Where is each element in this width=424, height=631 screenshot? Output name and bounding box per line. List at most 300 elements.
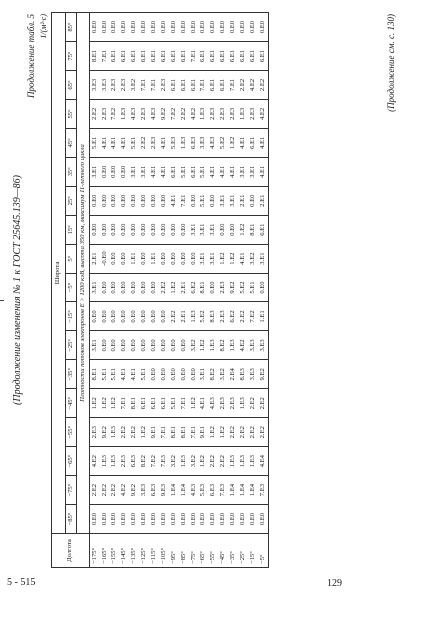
- flux-value-cell: 2.E2: [209, 447, 219, 476]
- flux-value-cell: 0.E0: [228, 505, 238, 534]
- flux-value-cell: 0.E0: [100, 186, 110, 215]
- flux-value-cell: 0.E0: [90, 186, 100, 215]
- flux-value-cell: 2.E1: [90, 244, 100, 273]
- flux-value-cell: 0.E0: [90, 505, 100, 534]
- flux-value-cell: 4.E3: [209, 128, 219, 157]
- flux-value-cell: 0.E0: [169, 505, 179, 534]
- flux-value-cell: 6.E1: [189, 157, 199, 186]
- table-row: [219, 13, 229, 568]
- table-row: [130, 13, 140, 568]
- latitude-col-header: 5°: [66, 244, 77, 273]
- flux-value-cell: 6.E1: [139, 42, 149, 71]
- flux-value-cell: 0.E0: [110, 13, 120, 42]
- flux-value-cell: 0.E0: [209, 186, 219, 215]
- flux-value-cell: 3.E2: [169, 447, 179, 476]
- flux-value-cell: 2.E2: [258, 389, 268, 418]
- flux-value-cell: 1.E3: [189, 302, 199, 331]
- longitude-cell: −165°: [100, 534, 110, 568]
- flux-value-cell: 0.E0: [189, 13, 199, 42]
- flux-value-cell: 8.E1: [90, 42, 100, 71]
- flux-value-cell: 1.E2: [219, 418, 229, 447]
- longitude-cell: −75°: [189, 534, 199, 568]
- flux-value-cell: 2.E3: [219, 273, 229, 302]
- flux-value-cell: 3.E1: [130, 157, 140, 186]
- flux-value-cell: 8.E1: [179, 418, 189, 447]
- flux-value-cell: 1.E3: [228, 331, 238, 360]
- table-row: [139, 13, 149, 568]
- flux-value-cell: 0.E0: [139, 215, 149, 244]
- flux-value-cell: 3.E1: [139, 157, 149, 186]
- flux-value-cell: 0.E0: [209, 505, 219, 534]
- flux-value-cell: 2.E2: [139, 128, 149, 157]
- flux-value-cell: 2.E3: [159, 71, 169, 100]
- flux-value-cell: 6.E3: [149, 476, 159, 505]
- flux-value-cell: 0.E0: [149, 13, 159, 42]
- flux-value-cell: 7.E2: [169, 99, 179, 128]
- flux-value-cell: 1.E4: [169, 476, 179, 505]
- flux-value-cell: 9.E2: [159, 99, 169, 128]
- flux-value-cell: 2.E3: [90, 418, 100, 447]
- flux-value-cell: 8.E1: [130, 389, 140, 418]
- flux-value-cell: 4.E1: [159, 157, 169, 186]
- edge-mark: [0, 300, 4, 301]
- latitude-col-header: 45°: [66, 128, 77, 157]
- flux-value-cell: 4.E4: [258, 447, 268, 476]
- flux-value-cell: 6.E1: [248, 42, 258, 71]
- flux-value-cell: 3.E3: [100, 71, 110, 100]
- flux-density-table: [51, 12, 269, 568]
- flux-value-cell: 4.E1: [100, 128, 110, 157]
- flux-value-cell: 1.E4: [179, 476, 189, 505]
- flux-value-cell: 0.E0: [100, 13, 110, 42]
- units-label: 1/(м²·с): [39, 14, 48, 39]
- flux-value-cell: 1.E2: [90, 389, 100, 418]
- table-row: [189, 13, 199, 568]
- flux-value-cell: 9.E3: [159, 476, 169, 505]
- flux-value-cell: 0.E0: [110, 505, 120, 534]
- flux-value-cell: 0.E0: [219, 13, 229, 42]
- longitude-cell: −85°: [179, 534, 189, 568]
- flux-value-cell: 2.E2: [238, 302, 248, 331]
- flux-value-cell: 4.E3: [130, 99, 140, 128]
- flux-value-cell: 0.E0: [130, 302, 140, 331]
- flux-value-cell: 0.E0: [189, 244, 199, 273]
- flux-value-cell: 6.E1: [130, 42, 140, 71]
- flux-value-cell: 2.E3: [228, 389, 238, 418]
- flux-value-cell: 2.E2: [238, 71, 248, 100]
- flux-value-cell: 4.E1: [130, 360, 140, 389]
- flux-value-cell: 0.E0: [120, 157, 130, 186]
- flux-value-cell: 2.E1: [179, 273, 189, 302]
- flux-value-cell: 1.E2: [110, 389, 120, 418]
- flux-value-cell: 6.E1: [258, 215, 268, 244]
- latitude-col-header: 85°: [66, 13, 77, 42]
- flux-value-cell: 7.E2: [110, 99, 120, 128]
- flux-value-cell: 1.E4: [238, 476, 248, 505]
- flux-value-cell: 0.E0: [159, 13, 169, 42]
- flux-value-cell: 2.E2: [258, 71, 268, 100]
- flux-value-cell: 2.E3: [120, 447, 130, 476]
- flux-value-cell: 0.E0: [169, 360, 179, 389]
- flux-value-cell: 0.E0: [258, 273, 268, 302]
- flux-value-cell: 1.E2: [199, 447, 209, 476]
- latitude-header: Широта: [52, 13, 66, 534]
- flux-value-cell: 8.E2: [219, 331, 229, 360]
- table-row: [199, 13, 209, 568]
- flux-value-cell: 4.E2: [248, 71, 258, 100]
- flux-value-cell: 9.E2: [258, 360, 268, 389]
- latitude-col-header: 65°: [66, 71, 77, 100]
- flux-value-cell: 5.E1: [179, 157, 189, 186]
- flux-value-cell: 1.E2: [228, 128, 238, 157]
- flux-value-cell: 7.E1: [149, 71, 159, 100]
- flux-value-cell: 1.E3: [179, 447, 189, 476]
- flux-value-cell: 0.E0: [100, 157, 110, 186]
- flux-value-cell: 3.E1: [219, 186, 229, 215]
- signature-mark: 5 - 515: [7, 577, 36, 588]
- flux-value-cell: 1.E2: [139, 418, 149, 447]
- flux-value-cell: 3.E3: [90, 71, 100, 100]
- flux-value-cell: 2.E2: [179, 99, 189, 128]
- flux-value-cell: 0.E0: [189, 360, 199, 389]
- flux-value-cell: 4.E2: [120, 476, 130, 505]
- flux-value-cell: 0.E0: [149, 186, 159, 215]
- latitude-col-header: 75°: [66, 42, 77, 71]
- flux-value-cell: 2.E3: [209, 99, 219, 128]
- longitude-cell: −25°: [238, 534, 248, 568]
- flux-value-cell: 3.E1: [248, 157, 258, 186]
- flux-value-cell: 0.E0: [120, 505, 130, 534]
- flux-value-cell: 2.E2: [90, 99, 100, 128]
- flux-value-cell: 8.E3: [209, 302, 219, 331]
- latitude-col-header: 35°: [66, 157, 77, 186]
- flux-value-cell: 0.E0: [159, 331, 169, 360]
- flux-value-cell: 4.E2: [189, 99, 199, 128]
- flux-value-cell: 4.E1: [209, 157, 219, 186]
- flux-value-cell: 5.E3: [199, 476, 209, 505]
- longitude-cell: −15°: [248, 534, 258, 568]
- flux-value-cell: 4.E1: [219, 157, 229, 186]
- flux-value-cell: 9.E2: [100, 418, 110, 447]
- flux-value-cell: 5.E1: [169, 389, 179, 418]
- flux-value-cell: 2.E2: [120, 418, 130, 447]
- flux-value-cell: 3.E2: [248, 244, 258, 273]
- flux-value-cell: 4.E1: [199, 389, 209, 418]
- flux-value-cell: 4.E1: [228, 157, 238, 186]
- flux-value-cell: 0.E0: [139, 302, 149, 331]
- latitude-col-header: −25°: [66, 331, 77, 360]
- flux-value-cell: 6.E1: [209, 71, 219, 100]
- flux-value-cell: 0.E0: [130, 273, 140, 302]
- flux-value-cell: 7.E1: [199, 71, 209, 100]
- flux-value-cell: 7.E1: [120, 389, 130, 418]
- flux-value-cell: 7.E3: [219, 476, 229, 505]
- table-body: [90, 13, 269, 568]
- flux-value-cell: 6.E1: [219, 71, 229, 100]
- flux-value-cell: 3.E3: [248, 331, 258, 360]
- flux-value-cell: 0.E0: [199, 505, 209, 534]
- flux-value-cell: 0.E0: [110, 215, 120, 244]
- flux-value-cell: 7.E1: [139, 71, 149, 100]
- latitude-col-header: −65°: [66, 447, 77, 476]
- table-row: [169, 13, 179, 568]
- flux-value-cell: 7.E1: [100, 42, 110, 71]
- flux-value-cell: 6.E1: [248, 128, 258, 157]
- latitude-col-header: −85°: [66, 505, 77, 534]
- flux-value-cell: 0.E0: [110, 331, 120, 360]
- flux-value-cell: 1.E1: [258, 302, 268, 331]
- flux-value-cell: 2.E2: [238, 418, 248, 447]
- flux-value-cell: 0.E0: [219, 215, 229, 244]
- flux-value-cell: 1.E3: [120, 99, 130, 128]
- flux-value-cell: 1.E3: [248, 447, 258, 476]
- flux-value-cell: 4.E3: [209, 389, 219, 418]
- flux-value-cell: 0.E0: [90, 302, 100, 331]
- table-row: [258, 13, 268, 568]
- flux-value-cell: 5.E1: [110, 360, 120, 389]
- flux-value-cell: 5.E1: [100, 360, 110, 389]
- flux-value-cell: 0.E0: [90, 215, 100, 244]
- flux-value-cell: 0.E0: [120, 186, 130, 215]
- flux-value-cell: 5.E1: [199, 157, 209, 186]
- longitude-cell: −135°: [130, 534, 140, 568]
- flux-value-cell: 8.E1: [199, 273, 209, 302]
- flux-value-cell: 0.E0: [110, 302, 120, 331]
- latitude-col-header: −15°: [66, 302, 77, 331]
- flux-value-cell: 3.E2: [219, 360, 229, 389]
- flux-value-cell: 4.E1: [120, 360, 130, 389]
- flux-value-cell: 6.E1: [238, 42, 248, 71]
- flux-value-cell: 9.E1: [149, 418, 159, 447]
- rotated-table-block: [12, 12, 406, 568]
- table-row: [100, 13, 110, 568]
- flux-value-cell: 0.E0: [159, 302, 169, 331]
- flux-value-cell: 0.E0: [100, 215, 110, 244]
- flux-value-cell: 0.E0: [149, 215, 159, 244]
- flux-value-cell: 0.E0: [149, 302, 159, 331]
- flux-value-cell: 6.E1: [149, 42, 159, 71]
- flux-value-cell: 0.E0: [110, 244, 120, 273]
- flux-value-cell: 1.E3: [179, 128, 189, 157]
- flux-value-cell: 6.E2: [189, 273, 199, 302]
- flux-value-cell: 7.E3: [258, 476, 268, 505]
- flux-value-cell: 0.E0: [149, 505, 159, 534]
- flux-value-cell: 3.E1: [258, 244, 268, 273]
- flux-value-cell: 3.E1: [90, 157, 100, 186]
- flux-value-cell: 6.E1: [149, 389, 159, 418]
- flux-value-cell: 0.E0: [159, 360, 169, 389]
- longitude-cell: −145°: [120, 534, 130, 568]
- flux-value-cell: 4.E1: [258, 128, 268, 157]
- table-row: [120, 13, 130, 568]
- flux-value-cell: 6.E1: [258, 42, 268, 71]
- table-row: [149, 13, 159, 568]
- flux-value-cell: 3.E3: [199, 128, 209, 157]
- flux-value-cell: 1.E2: [238, 215, 248, 244]
- flux-value-cell: 8.E2: [139, 447, 149, 476]
- longitude-cell: −5°: [258, 534, 268, 568]
- flux-value-cell: 2.E2: [169, 302, 179, 331]
- flux-value-cell: 5.E2: [219, 128, 229, 157]
- page-number: 129: [327, 578, 342, 589]
- flux-value-cell: 1.E2: [209, 418, 219, 447]
- flux-value-cell: 7.E1: [179, 389, 189, 418]
- flux-value-cell: 0.E0: [209, 273, 219, 302]
- flux-value-cell: 0.E0: [199, 13, 209, 42]
- flux-value-cell: 0.E0: [130, 331, 140, 360]
- flux-value-cell: 6.E1: [169, 71, 179, 100]
- flux-value-cell: 2.E2: [219, 447, 229, 476]
- flux-value-cell: 4.E1: [120, 128, 130, 157]
- flux-value-cell: 0.E0: [179, 215, 189, 244]
- flux-value-cell: 0.E0: [139, 244, 149, 273]
- flux-value-cell: 0.E0: [110, 186, 120, 215]
- flux-value-cell: 8.E1: [169, 418, 179, 447]
- table-row: [179, 13, 189, 568]
- flux-value-cell: 6.E1: [179, 42, 189, 71]
- flux-value-cell: 0.E0: [120, 302, 130, 331]
- flux-value-cell: 3.E1: [238, 157, 248, 186]
- flux-value-cell: 4.E1: [149, 157, 159, 186]
- flux-value-cell: 0.E0: [149, 273, 159, 302]
- latitude-col-header: −55°: [66, 418, 77, 447]
- flux-value-cell: 3.E1: [228, 186, 238, 215]
- flux-value-cell: 4.E2: [90, 447, 100, 476]
- flux-value-cell: 1.E3: [238, 99, 248, 128]
- flux-value-cell: 2.E3: [120, 71, 130, 100]
- flux-value-cell: 0.E0: [90, 13, 100, 42]
- flux-value-cell: 0.E0: [139, 186, 149, 215]
- flux-value-cell: 0.E0: [120, 13, 130, 42]
- flux-value-cell: -0.E0: [100, 244, 110, 273]
- flux-value-cell: 2.E3: [139, 99, 149, 128]
- flux-value-cell: 2.E3: [219, 302, 229, 331]
- flux-value-cell: 7.E1: [189, 418, 199, 447]
- flux-value-cell: 1.E2: [219, 244, 229, 273]
- flux-value-cell: 0.E0: [149, 360, 159, 389]
- flux-value-cell: 3.E1: [209, 244, 219, 273]
- longitude-cell: −155°: [110, 534, 120, 568]
- table-row: [90, 13, 100, 568]
- flux-value-cell: 1.E4: [248, 476, 258, 505]
- flux-value-cell: 5.E1: [139, 360, 149, 389]
- flux-value-cell: 1.E3: [228, 447, 238, 476]
- flux-value-cell: 3.E3: [258, 331, 268, 360]
- flux-value-cell: 0.E0: [189, 505, 199, 534]
- flux-value-cell: 6.E1: [159, 42, 169, 71]
- flux-value-cell: 0.E0: [238, 505, 248, 534]
- flux-value-cell: 6.E1: [209, 42, 219, 71]
- flux-value-cell: 1.E3: [100, 447, 110, 476]
- flux-value-cell: 3.E1: [90, 273, 100, 302]
- table-subtitle: Плотности потоков электронов E > 1200 кэВ, высота 350 км, максимум 11-летнего цикла: [77, 13, 90, 534]
- flux-value-cell: 3.E1: [90, 331, 100, 360]
- flux-value-cell: 4.E1: [110, 128, 120, 157]
- flux-value-cell: 4.E1: [258, 157, 268, 186]
- flux-value-cell: 0.E0: [228, 215, 238, 244]
- flux-value-cell: 7.E2: [149, 447, 159, 476]
- flux-value-cell: 0.E0: [258, 13, 268, 42]
- flux-value-cell: 7.E3: [159, 447, 169, 476]
- flux-value-cell: 0.E0: [130, 13, 140, 42]
- flux-value-cell: 4.E2: [258, 99, 268, 128]
- flux-value-cell: 0.E0: [209, 13, 219, 42]
- flux-value-cell: 0.E0: [110, 157, 120, 186]
- flux-value-cell: 8.E3: [238, 360, 248, 389]
- flux-value-cell: 2.E1: [238, 186, 248, 215]
- flux-value-cell: 2.E2: [159, 273, 169, 302]
- flux-value-cell: 6.E1: [110, 42, 120, 71]
- flux-value-cell: 2.E2: [228, 418, 238, 447]
- flux-value-cell: 3.E2: [189, 331, 199, 360]
- flux-value-cell: 4.E1: [238, 128, 248, 157]
- longitude-cell: −35°: [228, 534, 238, 568]
- flux-value-cell: 0.E0: [159, 505, 169, 534]
- flux-value-cell: 2.E1: [179, 302, 189, 331]
- flux-value-cell: 7.E1: [228, 71, 238, 100]
- flux-value-cell: 6.E1: [159, 389, 169, 418]
- flux-value-cell: 2.E2: [248, 389, 258, 418]
- flux-value-cell: 0.E0: [130, 215, 140, 244]
- flux-value-cell: 0.E0: [139, 505, 149, 534]
- longitude-cell: −55°: [209, 534, 219, 568]
- flux-value-cell: 1.E2: [169, 273, 179, 302]
- flux-value-cell: 0.E0: [169, 331, 179, 360]
- flux-value-cell: 2.E3: [149, 128, 159, 157]
- flux-value-cell: 4.E3: [189, 476, 199, 505]
- flux-value-cell: 5.E1: [130, 128, 140, 157]
- flux-value-cell: 0.E0: [139, 273, 149, 302]
- flux-value-cell: 2.E3: [100, 99, 110, 128]
- flux-value-cell: 9.E2: [130, 476, 140, 505]
- flux-value-cell: 0.E0: [120, 215, 130, 244]
- flux-value-cell: 0.E0: [179, 360, 189, 389]
- table-row: [238, 13, 248, 568]
- flux-value-cell: 0.E0: [169, 215, 179, 244]
- flux-value-cell: 8.E1: [90, 360, 100, 389]
- flux-value-cell: 5.E1: [199, 186, 209, 215]
- flux-value-cell: 0.E0: [159, 186, 169, 215]
- longitude-cell: −65°: [199, 534, 209, 568]
- flux-value-cell: 1.E3: [238, 389, 248, 418]
- flux-value-cell: 1.E1: [149, 244, 159, 273]
- flux-value-cell: 0.E0: [130, 186, 140, 215]
- flux-value-cell: 5.E2: [238, 273, 248, 302]
- flux-value-cell: 0.E0: [248, 13, 258, 42]
- flux-value-cell: 0.E0: [159, 215, 169, 244]
- table-row: [228, 13, 238, 568]
- flux-value-cell: 3.E1: [199, 244, 209, 273]
- flux-value-cell: 3.E1: [209, 215, 219, 244]
- flux-value-cell: 3.E3: [139, 476, 149, 505]
- flux-value-cell: 6.E1: [228, 42, 238, 71]
- flux-value-cell: 0.E0: [139, 13, 149, 42]
- latitude-col-header: 25°: [66, 186, 77, 215]
- flux-value-cell: 0.E0: [238, 13, 248, 42]
- flux-value-cell: 2.E2: [248, 418, 258, 447]
- flux-value-cell: 0.E0: [169, 244, 179, 273]
- flux-value-cell: 4.E1: [159, 128, 169, 157]
- flux-value-cell: 6.E1: [169, 42, 179, 71]
- flux-value-cell: 0.E0: [100, 273, 110, 302]
- flux-value-cell: 6.E1: [179, 71, 189, 100]
- flux-value-cell: 2.E2: [110, 476, 120, 505]
- flux-value-cell: 0.E0: [248, 505, 258, 534]
- flux-value-cell: 1.E3: [199, 99, 209, 128]
- flux-value-cell: 0.E0: [120, 273, 130, 302]
- flux-value-cell: 4.E3: [149, 99, 159, 128]
- flux-value-cell: 6.E1: [199, 42, 209, 71]
